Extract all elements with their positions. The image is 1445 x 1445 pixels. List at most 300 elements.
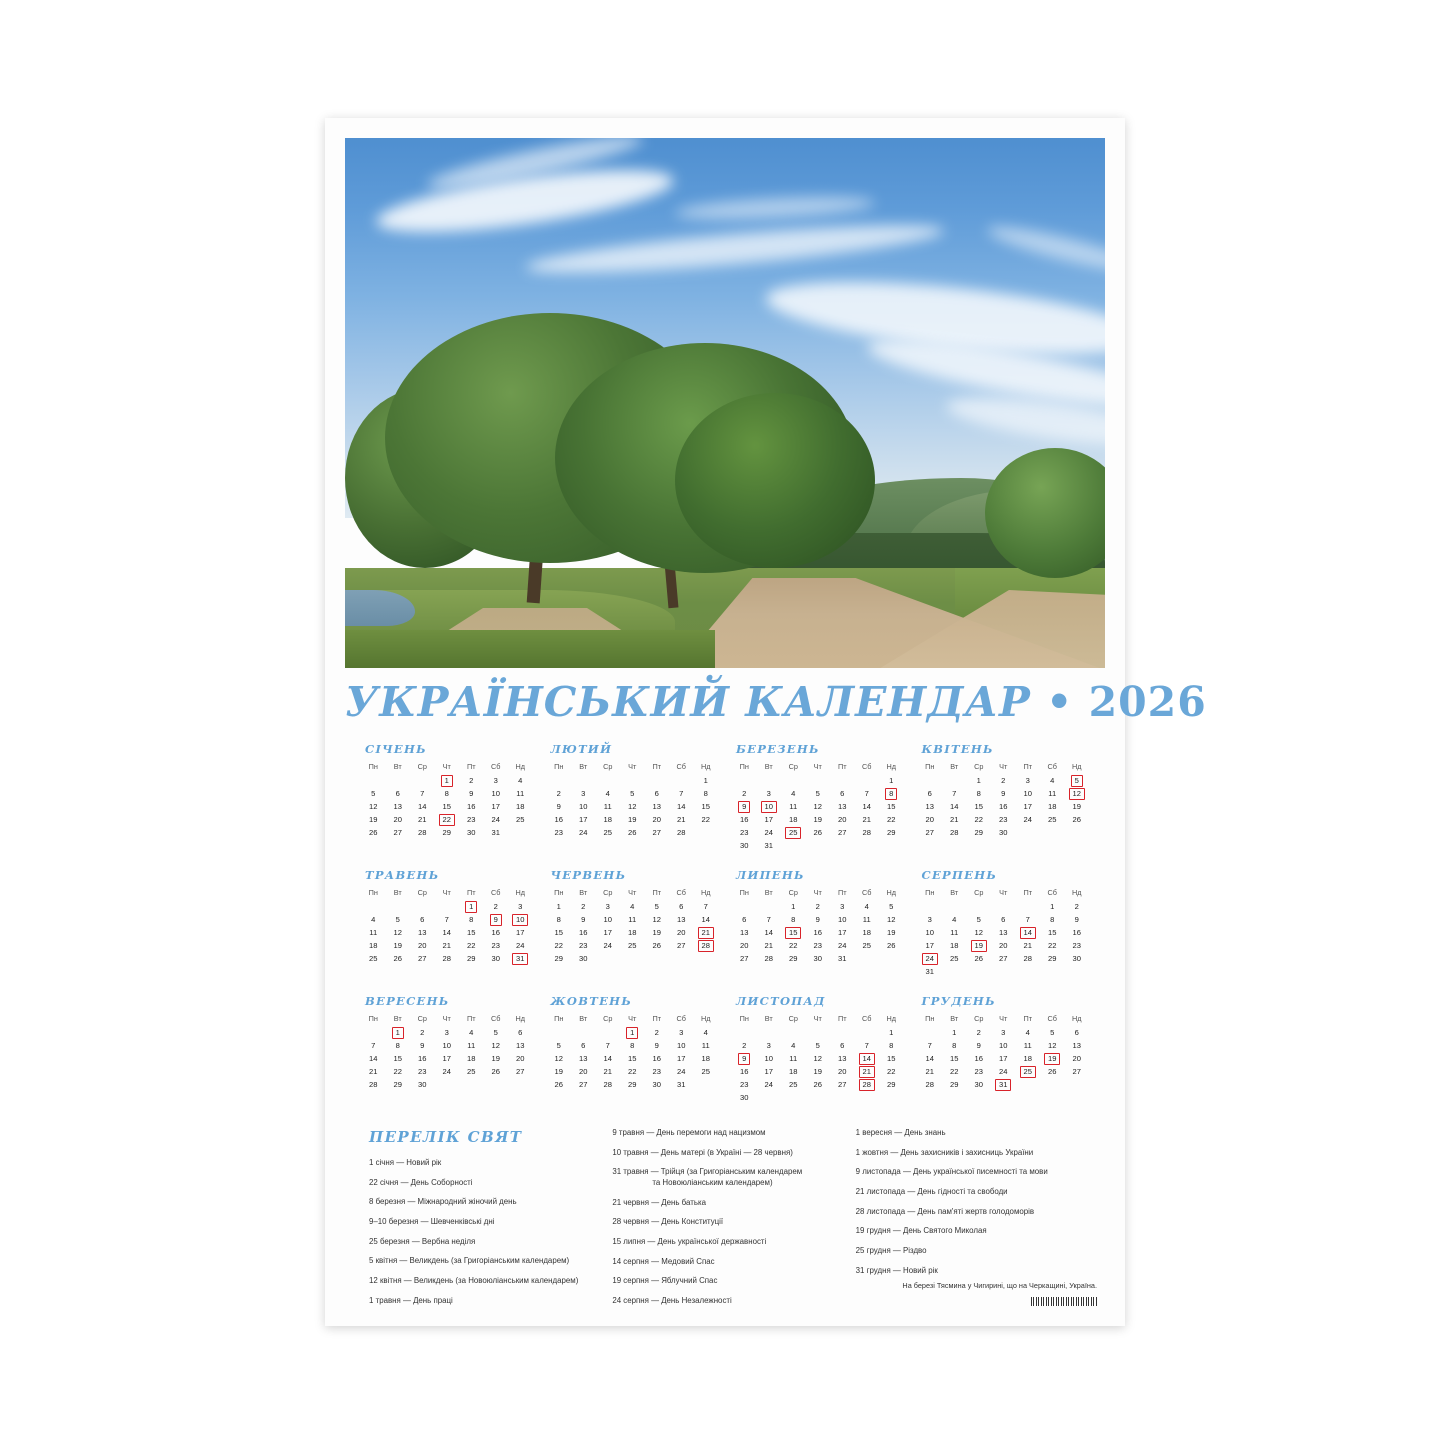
day-cell: 19 xyxy=(491,1054,500,1063)
weekday-header: Пт xyxy=(652,762,662,771)
day-cell: 25 xyxy=(516,815,525,824)
weekday-header: Чт xyxy=(442,762,451,771)
month-block xyxy=(732,742,904,852)
holiday-item: 28 червня — День Конституції xyxy=(612,1217,724,1227)
day-cell: 26 xyxy=(369,828,378,837)
holiday-item: 1 травня — День праці xyxy=(369,1295,453,1305)
day-cell: 17 xyxy=(491,802,500,811)
day-cell: 25 xyxy=(789,1080,798,1089)
week-row xyxy=(918,1065,1090,1078)
weekday-header: Пн xyxy=(739,888,749,897)
day-cell-empty xyxy=(386,774,411,787)
month-table xyxy=(918,761,1090,839)
day-cell: 11 xyxy=(516,789,525,798)
day-cell: 8 xyxy=(952,1041,957,1050)
weekday-header: Чт xyxy=(442,1014,451,1023)
day-cell: 17 xyxy=(999,1054,1008,1063)
day-number: 31 xyxy=(512,953,528,965)
day-cell: 15 xyxy=(701,802,710,811)
holiday-item: 25 грудня — Різдво xyxy=(855,1246,927,1256)
day-cell-empty xyxy=(1016,826,1041,839)
week-row xyxy=(547,813,719,826)
day-cell: 7 xyxy=(605,1041,610,1050)
day-cell: 17 xyxy=(925,941,934,950)
day-cell: 19 xyxy=(554,1067,563,1076)
day-cell: 22 xyxy=(1048,941,1057,950)
weekday-header: Пн xyxy=(554,888,564,897)
day-cell: 17 xyxy=(442,1054,451,1063)
day-cell: 23 xyxy=(813,941,822,950)
day-cell: 14 xyxy=(701,915,710,924)
day-cell: 23 xyxy=(418,1067,427,1076)
month-block xyxy=(547,742,719,852)
month-table xyxy=(547,887,719,965)
day-cell: 27 xyxy=(925,828,934,837)
month-name: КВІТЕНЬ xyxy=(921,742,994,756)
day-cell: 15 xyxy=(1048,928,1057,937)
week-row xyxy=(732,926,904,939)
day-cell: 18 xyxy=(862,928,871,937)
day-cell-empty xyxy=(991,900,1016,913)
weekday-header: Нд xyxy=(886,1014,897,1023)
day-cell: 19 xyxy=(813,815,822,824)
month-table xyxy=(732,761,904,852)
day-cell-empty xyxy=(694,1078,719,1091)
day-cell: 25 xyxy=(369,954,378,963)
day-number: 1 xyxy=(441,775,453,787)
day-cell-empty xyxy=(967,965,992,978)
day-number: 1 xyxy=(465,901,477,913)
month-name: БЕРЕЗЕНЬ xyxy=(736,742,820,756)
day-cell: 21 xyxy=(950,815,959,824)
day-cell: 11 xyxy=(467,1041,476,1050)
day-cell: 7 xyxy=(864,789,869,798)
day-cell-empty xyxy=(1040,826,1065,839)
week-row xyxy=(732,1026,904,1039)
day-cell: 14 xyxy=(764,928,773,937)
weekday-header: Чт xyxy=(813,1014,822,1023)
day-cell: 12 xyxy=(554,1054,563,1063)
holiday-item: 5 квітня — Великдень (за Григоріанським календарем) xyxy=(369,1256,570,1266)
weekday-header: Ср xyxy=(603,1014,613,1023)
day-cell: 28 xyxy=(418,828,427,837)
weekday-header: Ср xyxy=(417,762,427,771)
day-cell: 30 xyxy=(491,954,500,963)
week-row xyxy=(918,939,1090,952)
day-cell: 15 xyxy=(393,1054,402,1063)
day-cell-empty xyxy=(547,774,572,787)
day-cell: 6 xyxy=(840,1041,845,1050)
week-row xyxy=(547,913,719,926)
week-row xyxy=(732,839,904,852)
day-number: 1 xyxy=(626,1027,638,1039)
weekday-header: Нд xyxy=(515,762,526,771)
holidays-column-2 xyxy=(612,1128,837,1316)
day-cell-holiday xyxy=(732,1052,757,1065)
weekday-header: Сб xyxy=(491,762,501,771)
month-block xyxy=(361,868,533,978)
day-cell: 4 xyxy=(630,902,635,911)
day-cell: 7 xyxy=(444,915,449,924)
day-cell-holiday xyxy=(508,913,533,926)
day-cell: 28 xyxy=(603,1080,612,1089)
day-cell: 5 xyxy=(630,789,635,798)
weekday-header: Ср xyxy=(417,888,427,897)
month-block xyxy=(918,994,1090,1104)
day-cell: 20 xyxy=(516,1054,525,1063)
day-cell: 25 xyxy=(1048,815,1057,824)
day-cell: 5 xyxy=(556,1041,561,1050)
day-cell-empty xyxy=(547,1026,572,1039)
day-cell: 16 xyxy=(652,1054,661,1063)
holiday-list xyxy=(856,1128,1081,1276)
weekday-header: Сб xyxy=(491,1014,501,1023)
holiday-item: 1 січня — Новий рік xyxy=(369,1158,442,1167)
day-cell: 1 xyxy=(791,902,796,911)
weekday-header: Ср xyxy=(788,762,798,771)
weekday-header: Нд xyxy=(1071,888,1082,897)
day-cell: 16 xyxy=(491,928,500,937)
day-cell: 30 xyxy=(999,828,1008,837)
weekday-header: Нд xyxy=(1071,1014,1082,1023)
month-name: ТРАВЕНЬ xyxy=(365,868,440,882)
calendar-poster xyxy=(325,118,1207,1326)
day-number: 14 xyxy=(859,1053,875,1065)
day-cell-holiday xyxy=(991,1078,1016,1091)
day-cell: 26 xyxy=(393,954,402,963)
day-cell: 25 xyxy=(603,828,612,837)
day-cell: 6 xyxy=(654,789,659,798)
day-cell: 1 xyxy=(889,776,894,785)
day-cell-empty xyxy=(757,900,782,913)
day-cell-empty xyxy=(806,774,831,787)
day-cell-empty xyxy=(918,1026,943,1039)
day-cell: 13 xyxy=(1072,1041,1081,1050)
day-cell: 1 xyxy=(1050,902,1055,911)
day-cell: 24 xyxy=(442,1067,451,1076)
day-cell-empty xyxy=(879,1091,904,1104)
day-cell: 4 xyxy=(864,902,869,911)
day-cell-holiday xyxy=(435,813,460,826)
day-cell: 2 xyxy=(1074,902,1079,911)
weekday-header: Вт xyxy=(764,762,773,771)
day-cell-empty xyxy=(781,1091,806,1104)
weekday-header: Нд xyxy=(515,888,526,897)
day-cell: 4 xyxy=(605,789,610,798)
day-cell: 20 xyxy=(579,1067,588,1076)
day-cell: 20 xyxy=(1072,1054,1081,1063)
day-cell: 6 xyxy=(1074,1028,1079,1037)
day-cell: 11 xyxy=(603,802,612,811)
day-cell: 9 xyxy=(420,1041,425,1050)
day-cell: 10 xyxy=(925,928,934,937)
day-cell: 13 xyxy=(579,1054,588,1063)
day-cell: 8 xyxy=(556,915,561,924)
day-cell: 27 xyxy=(579,1080,588,1089)
day-cell: 13 xyxy=(999,928,1008,937)
day-cell-empty xyxy=(830,839,855,852)
day-cell: 28 xyxy=(677,828,686,837)
week-row xyxy=(732,913,904,926)
day-cell: 23 xyxy=(467,815,476,824)
day-cell: 8 xyxy=(976,789,981,798)
day-cell: 5 xyxy=(889,902,894,911)
weekday-header: Чт xyxy=(813,762,822,771)
day-cell: 14 xyxy=(677,802,686,811)
day-cell-empty xyxy=(879,839,904,852)
day-cell: 31 xyxy=(677,1080,686,1089)
day-cell: 17 xyxy=(603,928,612,937)
day-cell: 12 xyxy=(813,802,822,811)
day-cell: 2 xyxy=(469,776,474,785)
day-cell: 18 xyxy=(789,1067,798,1076)
day-cell-empty xyxy=(918,774,943,787)
day-cell-empty xyxy=(1016,1078,1041,1091)
day-cell: 20 xyxy=(838,815,847,824)
day-cell: 7 xyxy=(703,902,708,911)
weekday-header: Ср xyxy=(603,888,613,897)
day-cell: 5 xyxy=(395,915,400,924)
day-cell: 15 xyxy=(467,928,476,937)
day-cell: 15 xyxy=(554,928,563,937)
day-cell: 28 xyxy=(1023,954,1032,963)
day-cell: 26 xyxy=(887,941,896,950)
month-name: ЖОВТЕНЬ xyxy=(550,994,633,1008)
day-cell-empty xyxy=(386,900,411,913)
day-cell: 7 xyxy=(766,915,771,924)
month-block xyxy=(918,868,1090,978)
day-cell-holiday xyxy=(1016,1065,1041,1078)
week-row xyxy=(732,826,904,839)
weekday-header: Пн xyxy=(925,888,935,897)
week-row xyxy=(361,900,533,913)
day-cell-empty xyxy=(806,1091,831,1104)
day-cell: 12 xyxy=(974,928,983,937)
day-cell: 28 xyxy=(925,1080,934,1089)
weekday-header: Чт xyxy=(442,888,451,897)
holidays-column-1 xyxy=(369,1128,594,1316)
weekday-header: Чт xyxy=(999,1014,1008,1023)
week-row xyxy=(918,774,1090,787)
day-cell: 21 xyxy=(677,815,686,824)
day-cell: 19 xyxy=(813,1067,822,1076)
day-number: 12 xyxy=(1069,788,1085,800)
day-cell-holiday xyxy=(967,939,992,952)
day-cell: 19 xyxy=(887,928,896,937)
holiday-item: 1 вересня — День знань xyxy=(855,1128,946,1137)
foreground-grass xyxy=(345,630,715,668)
day-cell-empty xyxy=(596,774,621,787)
day-cell: 12 xyxy=(813,1054,822,1063)
weekday-header: Сб xyxy=(1047,762,1057,771)
day-cell-empty xyxy=(781,839,806,852)
day-cell-holiday xyxy=(879,787,904,800)
day-cell: 13 xyxy=(652,802,661,811)
tree-canopy xyxy=(675,393,875,568)
weekday-header: Пн xyxy=(368,762,378,771)
day-cell: 10 xyxy=(1023,789,1032,798)
weekday-header: Вт xyxy=(764,1014,773,1023)
day-cell: 13 xyxy=(516,1041,525,1050)
holiday-item: 28 листопада — День пам'яті жертв голодоморів xyxy=(855,1206,1035,1216)
day-cell: 4 xyxy=(703,1028,708,1037)
day-cell: 17 xyxy=(764,1067,773,1076)
day-cell-empty xyxy=(596,952,621,965)
day-cell: 16 xyxy=(740,1067,749,1076)
day-cell: 18 xyxy=(789,815,798,824)
day-cell: 24 xyxy=(603,941,612,950)
day-cell-empty xyxy=(508,826,533,839)
day-cell: 8 xyxy=(1050,915,1055,924)
day-cell: 30 xyxy=(579,954,588,963)
weekday-header: Ср xyxy=(788,1014,798,1023)
month-block xyxy=(547,868,719,978)
day-cell-holiday xyxy=(459,900,484,913)
weekday-header: Нд xyxy=(1071,762,1082,771)
weekday-header: Вт xyxy=(950,1014,959,1023)
day-cell: 10 xyxy=(603,915,612,924)
week-row xyxy=(361,1052,533,1065)
day-cell-empty xyxy=(757,1026,782,1039)
day-cell: 3 xyxy=(581,789,586,798)
week-row xyxy=(732,939,904,952)
day-cell: 10 xyxy=(838,915,847,924)
day-cell: 29 xyxy=(628,1080,637,1089)
day-cell: 12 xyxy=(1048,1041,1057,1050)
week-row xyxy=(732,800,904,813)
month-block xyxy=(918,742,1090,852)
weekday-header: Вт xyxy=(764,888,773,897)
day-number: 1 xyxy=(392,1027,404,1039)
weekday-header-row xyxy=(732,887,904,900)
day-cell-empty xyxy=(732,1026,757,1039)
day-cell: 27 xyxy=(677,941,686,950)
day-cell-empty xyxy=(459,1078,484,1091)
day-cell: 18 xyxy=(516,802,525,811)
week-row xyxy=(547,939,719,952)
day-cell: 29 xyxy=(393,1080,402,1089)
day-cell: 6 xyxy=(927,789,932,798)
day-cell-empty xyxy=(1016,900,1041,913)
day-cell: 11 xyxy=(950,928,959,937)
week-row xyxy=(918,800,1090,813)
day-number: 22 xyxy=(439,814,455,826)
day-cell-empty xyxy=(669,774,694,787)
week-row xyxy=(547,1052,719,1065)
day-cell: 16 xyxy=(999,802,1008,811)
day-number: 28 xyxy=(698,940,714,952)
weekday-header: Ср xyxy=(974,1014,984,1023)
weekday-header: Вт xyxy=(393,1014,402,1023)
day-cell: 19 xyxy=(1072,802,1081,811)
day-cell: 7 xyxy=(420,789,425,798)
day-number: 19 xyxy=(1044,1053,1060,1065)
month-table xyxy=(918,1013,1090,1091)
day-cell: 29 xyxy=(1048,954,1057,963)
day-cell: 26 xyxy=(1072,815,1081,824)
week-row xyxy=(732,900,904,913)
day-cell: 19 xyxy=(393,941,402,950)
day-cell-empty xyxy=(1040,1078,1065,1091)
month-table xyxy=(547,761,719,839)
day-cell: 5 xyxy=(815,789,820,798)
day-cell: 16 xyxy=(1072,928,1081,937)
day-cell-holiday xyxy=(855,1065,880,1078)
day-cell: 15 xyxy=(442,802,451,811)
day-cell: 10 xyxy=(442,1041,451,1050)
day-cell: 22 xyxy=(950,1067,959,1076)
day-cell: 18 xyxy=(701,1054,710,1063)
day-cell: 2 xyxy=(1001,776,1006,785)
day-cell: 23 xyxy=(974,1067,983,1076)
day-cell: 9 xyxy=(469,789,474,798)
weekday-header: Вт xyxy=(950,762,959,771)
day-cell: 3 xyxy=(766,1041,771,1050)
title-text: УКРАЇНСЬКИЙ КАЛЕНДАР xyxy=(345,678,1031,726)
day-cell: 31 xyxy=(838,954,847,963)
day-cell: 20 xyxy=(925,815,934,824)
weekday-header: Нд xyxy=(700,888,711,897)
day-cell: 18 xyxy=(1048,802,1057,811)
day-cell-empty xyxy=(732,900,757,913)
weekday-header: Сб xyxy=(676,888,686,897)
holiday-item: 8 березня — Міжнародний жіночий день xyxy=(369,1197,517,1207)
weekday-header: Пт xyxy=(1023,888,1033,897)
day-cell: 23 xyxy=(652,1067,661,1076)
weekday-header-row xyxy=(547,761,719,774)
day-cell: 8 xyxy=(889,1041,894,1050)
day-cell: 8 xyxy=(630,1041,635,1050)
week-row xyxy=(732,787,904,800)
week-row xyxy=(361,774,533,787)
weekday-header: Сб xyxy=(491,888,501,897)
week-row xyxy=(547,900,719,913)
week-row xyxy=(361,800,533,813)
day-cell: 6 xyxy=(395,789,400,798)
day-cell: 29 xyxy=(467,954,476,963)
week-row xyxy=(361,926,533,939)
day-cell: 20 xyxy=(740,941,749,950)
day-cell-holiday xyxy=(757,800,782,813)
week-row xyxy=(918,913,1090,926)
day-cell: 6 xyxy=(840,789,845,798)
day-cell: 24 xyxy=(579,828,588,837)
day-cell: 12 xyxy=(393,928,402,937)
weekday-header: Чт xyxy=(628,1014,637,1023)
day-cell: 8 xyxy=(469,915,474,924)
holiday-item: 21 листопада — День гідності та свободи xyxy=(855,1187,1008,1197)
day-cell: 13 xyxy=(740,928,749,937)
day-cell: 28 xyxy=(442,954,451,963)
day-cell: 2 xyxy=(976,1028,981,1037)
day-cell: 4 xyxy=(1050,776,1055,785)
weekday-header: Пн xyxy=(368,888,378,897)
day-cell: 21 xyxy=(418,815,427,824)
day-cell: 3 xyxy=(840,902,845,911)
week-row xyxy=(547,800,719,813)
week-row xyxy=(918,926,1090,939)
week-row xyxy=(918,813,1090,826)
day-cell: 28 xyxy=(950,828,959,837)
day-cell: 9 xyxy=(556,802,561,811)
day-cell: 26 xyxy=(554,1080,563,1089)
day-cell: 11 xyxy=(1048,789,1057,798)
week-row xyxy=(361,939,533,952)
day-cell: 9 xyxy=(581,915,586,924)
day-cell-holiday xyxy=(732,800,757,813)
day-cell: 3 xyxy=(493,776,498,785)
day-cell: 2 xyxy=(493,902,498,911)
